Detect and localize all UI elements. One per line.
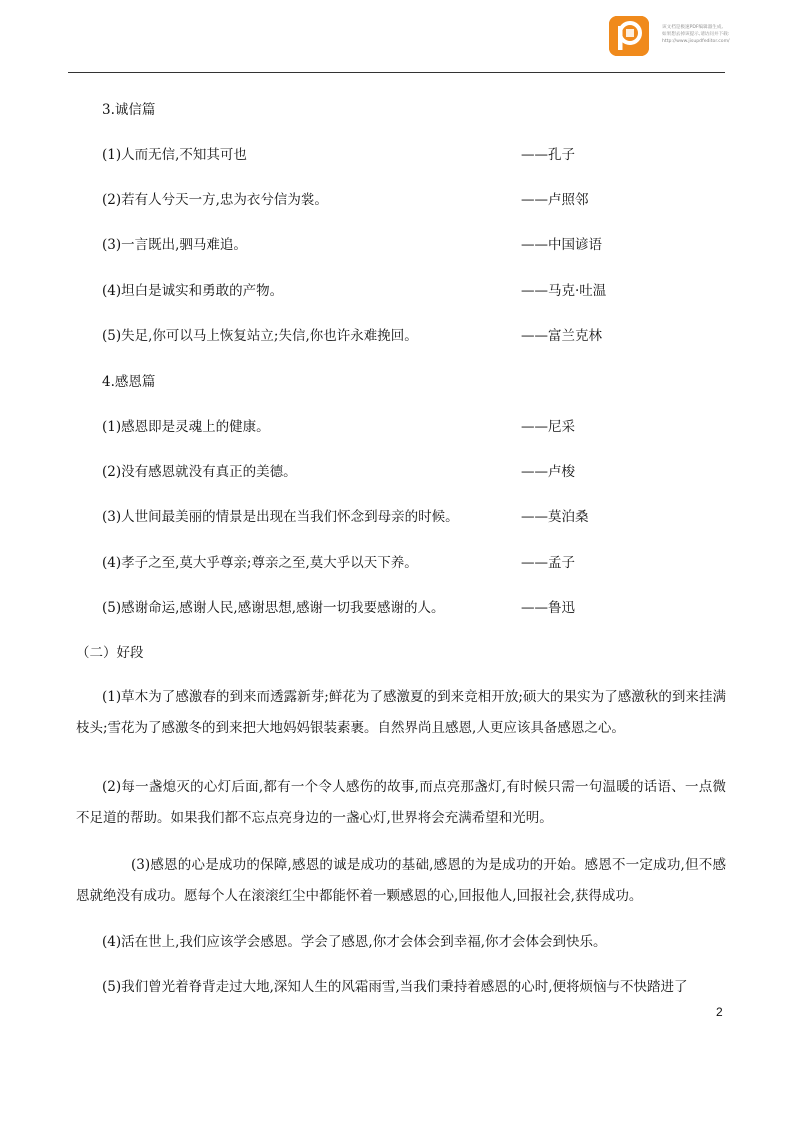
good-paragraphs-title: （二）好段: [76, 645, 144, 661]
quote-text: (5)失足,你可以马上恢复站立;失信,你也许永难挽回。: [102, 328, 418, 344]
watermark-note: [662, 24, 782, 45]
quote-author: ——尼采: [521, 419, 575, 435]
quote-row: [102, 508, 732, 526]
quote-row: [102, 191, 732, 209]
paragraph: (2)每一盏熄灭的心灯后面,都有一个令人感伤的故事,而点亮那盏灯,有时候只需一句温暖的话语、一点微不足道的帮助。如果我们都不忘点亮身边的一盏心灯,世界将会充满希望和光明。: [76, 779, 726, 826]
paragraph: (4)活在世上,我们应该学会感恩。学会了感恩,你才会体会到幸福,你才会体会到快乐。: [102, 934, 607, 950]
quote-row: [102, 463, 732, 481]
quote-text: (4)坦白是诚实和勇敢的产物。: [102, 283, 284, 299]
quote-row: [102, 236, 732, 254]
header-rule: [68, 72, 725, 73]
paragraph: (5)我们曾光着脊背走过大地,深知人生的风霜雨雪,当我们秉持着感恩的心时,便将烦恼与不快踏进了: [102, 979, 688, 995]
quote-text: (1)感恩即是灵魂上的健康。: [102, 419, 270, 435]
quote-author: ——孔子: [521, 147, 575, 163]
section-title: 4.感恩篇: [102, 374, 156, 390]
quote-row: [102, 418, 732, 436]
watermark-line: 如果想去掉该提示,请访问并下载:: [662, 32, 730, 37]
paragraph: (1)草木为了感激春的到来而透露新芽;鲜花为了感激夏的到来竞相开放;硕大的果实为了感激秋的到来挂满枝头;雪花为了感激冬的到来把大地妈妈银装素裹。自然界尚且感恩,人更应该具备感恩之心。: [76, 689, 726, 736]
quote-text: (4)孝子之至,莫大乎尊亲;尊亲之至,莫大乎以天下养。: [102, 555, 418, 571]
quote-text: (3)一言既出,驷马难追。: [102, 237, 247, 253]
quote-author: ——孟子: [521, 555, 575, 571]
quote-author: ——莫泊桑: [521, 509, 589, 525]
quote-author: ——鲁迅: [521, 600, 575, 616]
quote-text: (2)没有感恩就没有真正的美德。: [102, 464, 297, 480]
section-title: 3.诚信篇: [102, 102, 156, 118]
quote-text: (5)感谢命运,感谢人民,感谢思想,感谢一切我要感谢的人。: [102, 600, 445, 616]
quote-author: ——卢照邻: [521, 192, 589, 208]
paragraph: (3)感恩的心是成功的保障,感恩的诚是成功的基础,感恩的为是成功的开始。感恩不一定成功,但不感恩就绝没有成功。愿每个人在滚滚红尘中都能怀着一颗感恩的心,回报他人,回报社会,获得成功。: [76, 857, 726, 904]
quote-row: [102, 327, 732, 345]
p-logo-icon: [609, 16, 649, 56]
quote-text: (3)人世间最美丽的情景是出现在当我们怀念到母亲的时候。: [102, 509, 459, 525]
quote-text: (2)若有人兮天一方,忠为衣兮信为裳。: [102, 192, 328, 208]
quote-author: ——马克·吐温: [521, 283, 607, 299]
watermark-line: http://www.jisupdfeditor.com/: [662, 39, 730, 44]
quote-author: ——卢梭: [521, 464, 575, 480]
watermark-line: 该文档是极速PDF编辑器生成,: [662, 25, 723, 30]
page-number: 2: [716, 1005, 723, 1019]
quote-row: [102, 554, 732, 572]
quote-row: [102, 599, 732, 617]
quote-row: [102, 282, 732, 300]
quote-author: ——富兰克林: [521, 328, 602, 344]
quote-row: [102, 146, 732, 164]
quote-text: (1)人而无信,不知其可也: [102, 147, 247, 163]
quote-author: ——中国谚语: [521, 237, 602, 253]
